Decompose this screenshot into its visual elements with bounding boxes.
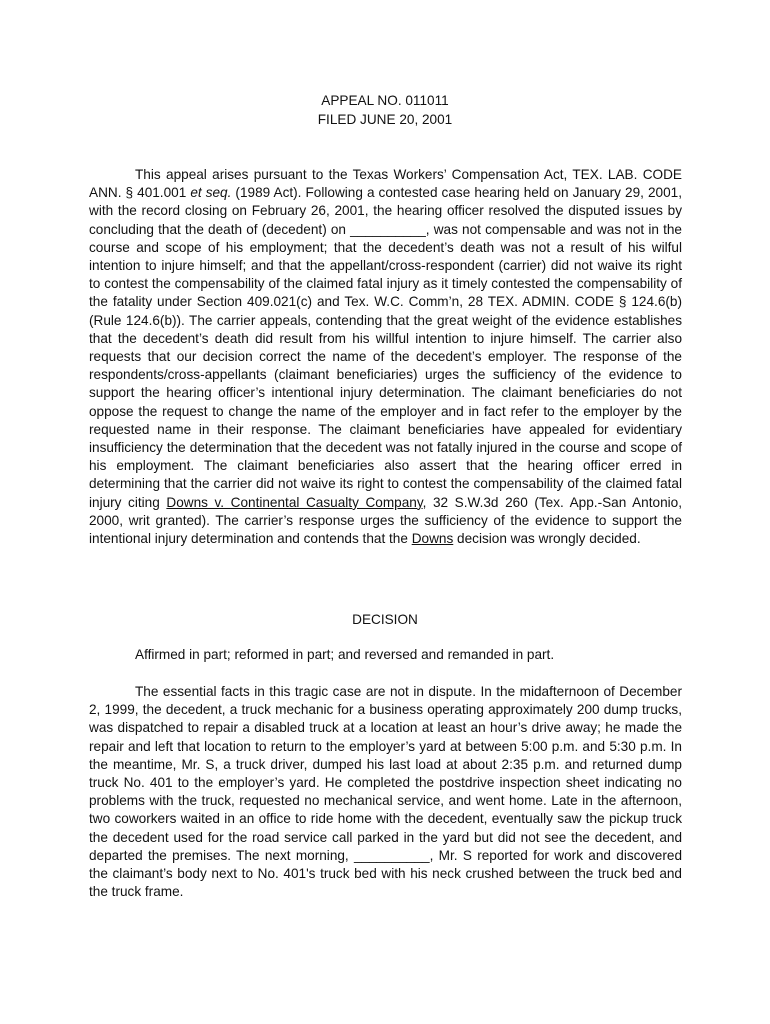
case-citation-full: Downs v. Continental Casualty Company <box>166 494 423 510</box>
decision-disposition: Affirmed in part; reformed in part; and reversed and remanded in part. <box>135 647 555 662</box>
decision-heading: DECISION <box>352 612 418 627</box>
intro-text-3: , 32 S.W.3d 260 (Tex. App.-San Antonio, 2000, writ granted). The carrier’s response urges the sufficiency of the evidence to support the intentional injury determination and contends that the <box>89 494 682 547</box>
intro-paragraph <box>89 166 682 548</box>
intro-text-4: decision was wrongly decided. <box>453 531 641 547</box>
facts-paragraph: The essential facts in this tragic case are not in dispute. In the midafternoon of December 2, 1999, the decedent, a truck mechanic for a business operating approximately 200 dump trucks, was dispatched to repair a disabled truck at a location at least an hour’s drive away; he made the repair and left that location to return to the employer’s yard at between 5:00 p.m. and 5:30 p.m. In the meantime, Mr. S, a truck driver, dumped his last load at about 2:35 p.m. and returned dump truck No. 401 to the employer’s yard. He completed the postdrive inspection sheet indicating no problems with the truck, requested no mechanical service, and went home. Late in the afternoon, two coworkers waited in an office to ride home with the decedent, eventually saw the pickup truck the decedent used for the road service call parked in the yard but did not see the decedent, and departed the premises. The next morning, __________, Mr. S reported for work and discovered the claimant’s body next to No. 401's truck bed with his neck crushed between the truck bed and the truck frame. <box>89 684 682 900</box>
filed-date: FILED JUNE 20, 2001 <box>317 112 453 127</box>
case-citation-short: Downs <box>411 531 454 547</box>
intro-text-2: (1989 Act). Following a contested case hearing held on January 29, 2001, with the record closing on February 26, 2001, the hearing officer resolved the disputed issues by concluding that the death of (decedent) on __________, was not compensable and was not in the course and scope of his employment; that the decedent’s death was not a result of his wilful intention to injure himself; and that the appellant/cross-respondent (carrier) did not waive its right to contest the compensability of the claimed fatal injury as it timely contested the compensability of the fatality under Section 409.021(c) and Tex. W.C. Comm’n, 28 TEX. ADMIN. CODE § 124.6(b) (Rule 124.6(b)). The carrier appeals, contending that the great weight of the evidence establishes that the decedent’s death did result from his willful intention to injure himself. The carrier also requests that our decision correct the name of the decedent’s employer. The response of the respondents/cross-appellants (claimant beneficiaries) urges the sufficiency of the evidence to support the hearing officer’s intentional injury determination. The claimant beneficiaries do not oppose the request to change the name of the employer and in fact refer to the employer by the requested name in their response. The claimant beneficiaries have appealed for evidentiary insufficiency the determination that the decedent was not fatally injured in the course and scope of his employment. The claimant beneficiaries also assert that the hearing officer erred in determining that the carrier did not waive its right to contest the compensability of the claimed fatal injury citing <box>89 185 682 510</box>
document-header <box>0 92 770 130</box>
appeal-number: APPEAL NO. 011011 <box>321 93 449 108</box>
et-seq-italic: et seq. <box>190 185 232 201</box>
intro-text-1: This appeal arises pursuant to the Texas Workers’ Compensation Act, TEX. LAB. CODE ANN. § 401.001 <box>89 167 682 201</box>
